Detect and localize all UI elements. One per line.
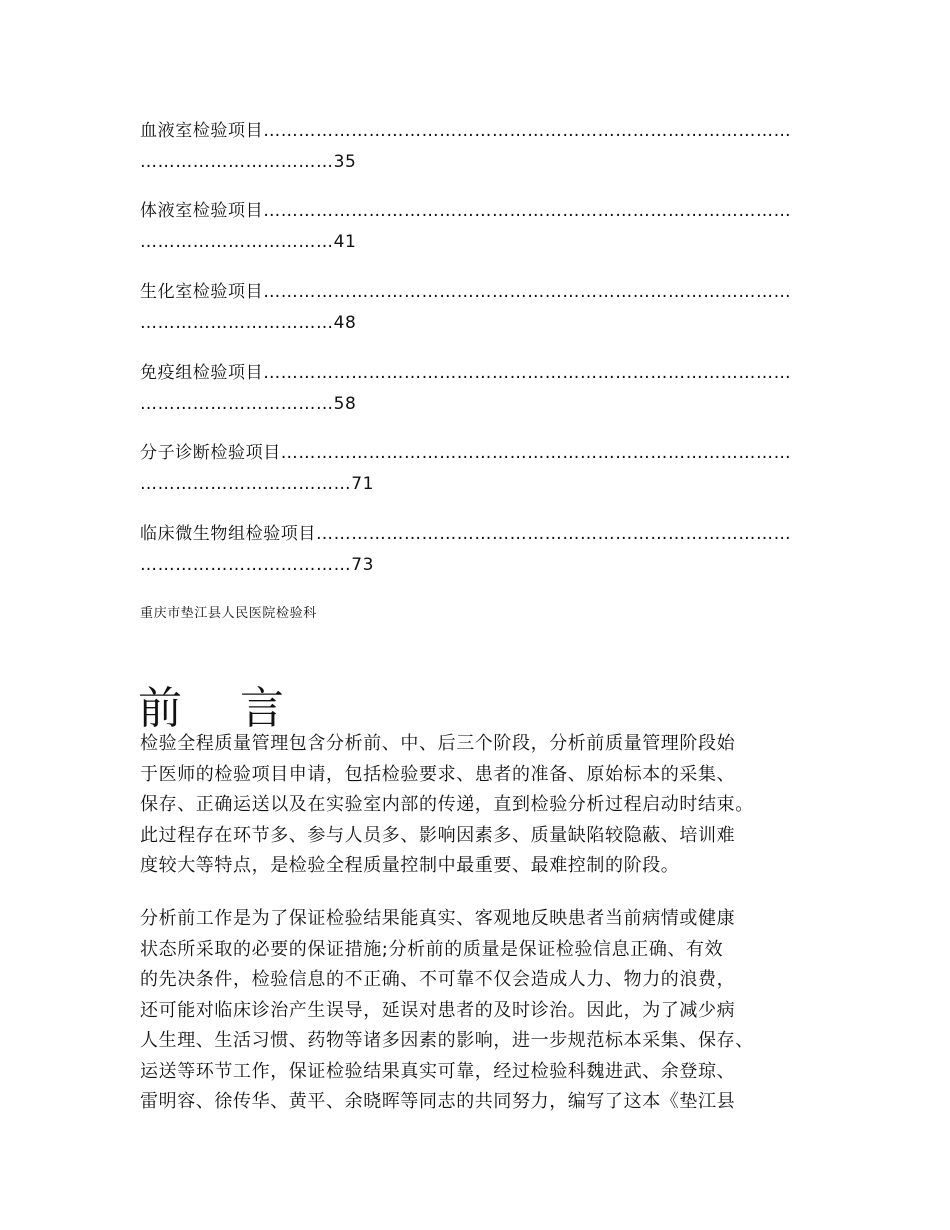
toc-entry-page: ………………………………73 — [140, 555, 375, 575]
paragraph-line: 的先决条件，检验信息的不正确、不可靠不仅会造成人力、物力的浪费， — [140, 969, 736, 990]
toc-entry-title: 分子诊断检验项目…………………………………………………………………………… — [140, 443, 792, 463]
toc-entry-page: ………………………………71 — [140, 474, 375, 494]
toc-entry-biochemistry[interactable] — [140, 284, 791, 332]
toc-entry-title: 临床微生物组检验项目……………………………………………………………………… — [140, 524, 792, 544]
toc-entry-page: ……………………………35 — [140, 152, 357, 172]
paragraph-line: 还可能对临床诊治产生误导，延误对患者的及时诊治。因此，为了减少病 — [140, 999, 736, 1021]
paragraph-line: 运送等环节工作，保证检验结果真实可靠，经过检验科魏进武、余登琼、 — [140, 1060, 736, 1082]
paragraph-line: 人生理、生活习惯、药物等诸多因素的影响，进一步规范标本采集、保存、 — [140, 1030, 754, 1051]
paragraph-line: 度较大等特点，是检验全程质量控制中最重要、最难控制的阶段。 — [140, 855, 680, 876]
paragraph-line: 检验全程质量管理包含分析前、中、后三个阶段，分析前质量管理阶段始 — [140, 733, 736, 754]
toc-entry-hematology[interactable] — [140, 123, 791, 171]
toc-entry-page: ……………………………41 — [140, 232, 357, 252]
toc-entry-molecular[interactable] — [140, 445, 791, 493]
preface-paragraph-1 — [140, 729, 830, 882]
paragraph-line: 状态所采取的必要的保证措施;分析前的质量是保证检验信息正确、有效 — [140, 938, 724, 960]
paragraph-line: 保存、正确运送以及在实验室内部的传递，直到检验分析过程启动时结束。 — [140, 794, 754, 815]
paragraph-line: 分析前工作是为了保证检验结果能真实、客观地反映患者当前病情或健康 — [140, 908, 736, 929]
organization-name: 重庆市垫江县人民医院检验科 — [140, 606, 317, 621]
toc-entry-body-fluid[interactable] — [140, 203, 791, 251]
preface-title: 前 言 — [138, 683, 306, 735]
toc-entry-immunology[interactable] — [140, 365, 791, 413]
paragraph-line: 于医师的检验项目申请，包括检验要求、患者的准备、原始标本的采集、 — [140, 763, 736, 785]
preface-paragraph-2 — [140, 904, 830, 1118]
toc-entry-title: 血液室检验项目……………………………………………………………………………… — [140, 121, 792, 141]
paragraph-line: 雷明容、徐传华、黄平、余晓晖等同志的共同努力，编写了这本《垫江县 — [140, 1091, 736, 1112]
paragraph-line: 此过程存在环节多、参与人员多、影响因素多、质量缺陷较隐蔽、培训难 — [140, 824, 736, 846]
toc-entry-page: ……………………………58 — [140, 394, 357, 414]
toc-entry-page: ……………………………48 — [140, 313, 357, 333]
toc-entry-title: 生化室检验项目……………………………………………………………………………… — [140, 282, 792, 302]
toc-entry-title: 体液室检验项目……………………………………………………………………………… — [140, 201, 792, 221]
toc-entry-title: 免疫组检验项目……………………………………………………………………………… — [140, 363, 792, 383]
toc-entry-microbiology[interactable] — [140, 526, 791, 574]
